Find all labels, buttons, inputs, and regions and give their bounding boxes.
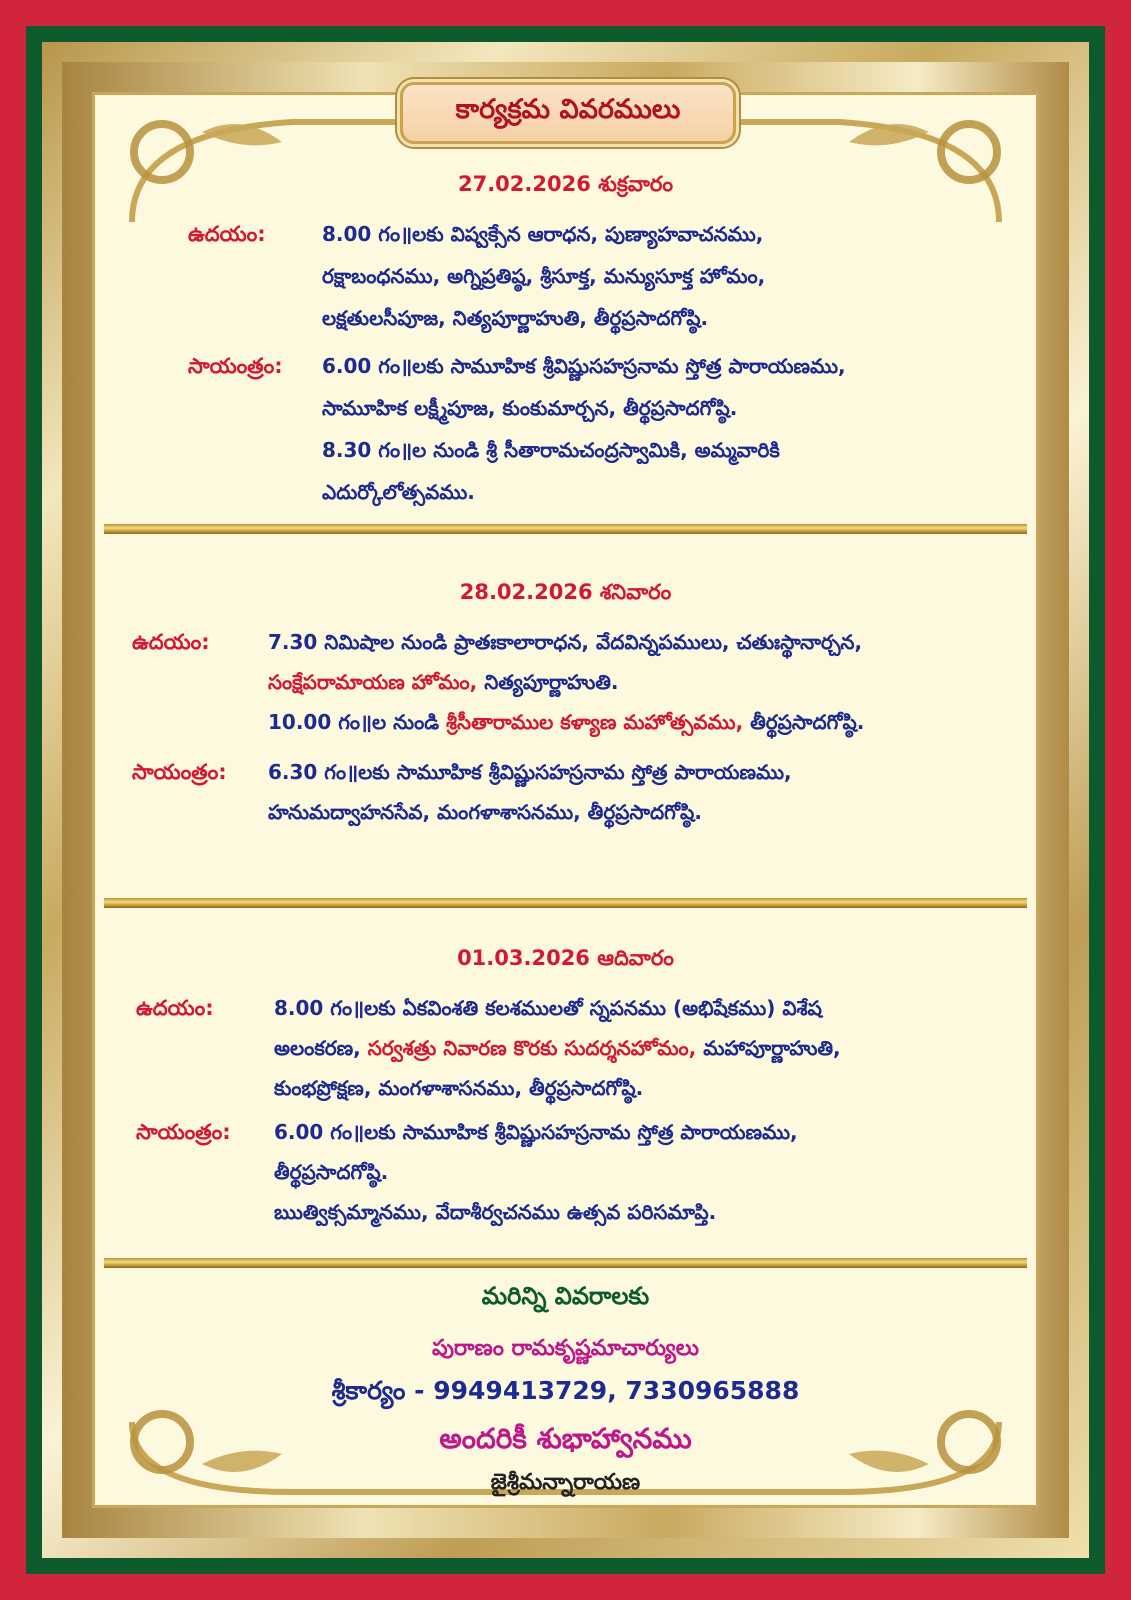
- day1-evening-label: సాయంత్రం:: [188, 354, 283, 378]
- day2-morning-line3: [268, 710, 864, 739]
- day1-date: 27.02.2026 శుక్రవారం: [457, 172, 674, 196]
- page-title: కార్యక్రమ వివరములు: [455, 94, 681, 125]
- closing-text: జైశ్రీమన్నారాయణ: [490, 1470, 641, 1495]
- day3-morning-line2: [274, 1036, 841, 1065]
- section-divider: [104, 1258, 1027, 1268]
- contact-name: పురాణం రామకృష్ణమాచార్యులు: [431, 1336, 700, 1361]
- day1-morning-line: రక్షాబంధనము, అగ్నిప్రతిష్ఠ, శ్రీసూక్త, మన్యుసూక్త హోమం,: [322, 264, 766, 288]
- invitation-text: అందరికీ శుభాహ్వానము: [439, 1422, 692, 1455]
- contact-phone: శ్రీకార్యం - 9949413729, 7330965888: [331, 1376, 800, 1405]
- day3-morning-line2-start: అలంకరణ,: [274, 1036, 361, 1060]
- day1-evening-line: సామూహిక లక్ష్మీపూజ, కుంకుమార్చన, తీర్థప్రసాదగోష్ఠి.: [322, 396, 738, 420]
- day3-evening-line: ఋత్విక్సమ్మానము, వేదాశీర్వచనము ఉత్సవ పరిసమాప్తి.: [274, 1200, 717, 1224]
- day2-morning-line2: [268, 670, 619, 699]
- day3-sudarshana-highlight: సర్వశత్రు నివారణ కొరకు సుదర్శనహోమం,: [367, 1036, 697, 1060]
- day2-morning-line3-end: తీర్థప్రసాదగోష్ఠి.: [750, 710, 865, 734]
- day2-morning-label: ఉదయం:: [132, 630, 210, 654]
- day3-morning-line: 8.00 గం॥లకు ఏకవింశతి కలశములతో స్నపనము (అభిషేకము) విశేష: [274, 996, 822, 1020]
- day2-morning-line: 7.30 నిమిషాల నుండి ప్రాతఃకాలారాధన, వేదవిన్నపములు, చతుఃస్థానార్చన,: [268, 630, 863, 654]
- day3-morning-line2-end: మహాపూర్ణాహుతి,: [703, 1036, 841, 1060]
- day2-evening-line: హనుమద్వాహనసేవ, మంగళాశాసనము, తీర్థప్రసాదగోష్ఠి.: [268, 800, 702, 824]
- day3-evening-label: సాయంత్రం:: [136, 1120, 231, 1144]
- title-plate: [400, 82, 736, 144]
- day2-morning-line3-start: 10.00 గం॥ల నుండి: [268, 710, 440, 734]
- day1-morning-line: లక్షతులసీపూజ, నిత్యపూర్ణాహుతి, తీర్థప్రసాదగోష్ఠి.: [322, 306, 709, 330]
- day3-evening-line: 6.00 గం॥లకు సామూహిక శ్రీవిష్ణుసహస్రనామ స్తోత్ర పారాయణము,: [274, 1120, 798, 1144]
- day3-date: 01.03.2026 ఆదివారం: [457, 946, 674, 970]
- day1-morning-label: ఉదయం:: [188, 222, 266, 246]
- day1-evening-line: ఎదుర్కోలోత్సవము.: [322, 480, 475, 504]
- day1-evening-line: 6.00 గం॥లకు సామూహిక శ్రీవిష్ణుసహస్రనామ స్తోత్ర పారాయణము,: [322, 354, 846, 378]
- day2-homam-highlight: సంక్షేపరామాయణ హోమం,: [268, 670, 478, 694]
- section-divider: [104, 898, 1027, 908]
- day3-evening-line: తీర్థప్రసాదగోష్ఠి.: [274, 1160, 389, 1184]
- day1-morning-line: 8.00 గం॥లకు విష్వక్సేన ఆరాధన, పుణ్యాహవాచనము,: [322, 222, 764, 246]
- section-divider: [104, 524, 1027, 534]
- day2-date: 28.02.2026 శనివారం: [459, 580, 672, 604]
- day3-morning-line: కుంభప్రోక్షణ, మంగళాశాసనము, తీర్థప్రసాదగోష్ఠి.: [274, 1076, 644, 1100]
- day3-morning-label: ఉదయం:: [136, 996, 214, 1020]
- day2-morning-line2-rest: నిత్యపూర్ణాహుతి.: [484, 670, 619, 694]
- day1-evening-line: 8.30 గం॥ల నుండి శ్రీ సీతారామచంద్రస్వామికి, అమ్మవారికి: [322, 438, 780, 462]
- more-info-text: మరిన్ని వివరాలకు: [481, 1282, 650, 1310]
- day2-evening-line: 6.30 గం॥లకు సామూహిక శ్రీవిష్ణుసహస్రనామ స్తోత్ర పారాయణము,: [268, 760, 792, 784]
- day2-kalyanam-highlight: శ్రీసీతారాముల కళ్యాణ మహోత్సవము,: [446, 710, 744, 734]
- day2-evening-label: సాయంత్రం:: [132, 760, 227, 784]
